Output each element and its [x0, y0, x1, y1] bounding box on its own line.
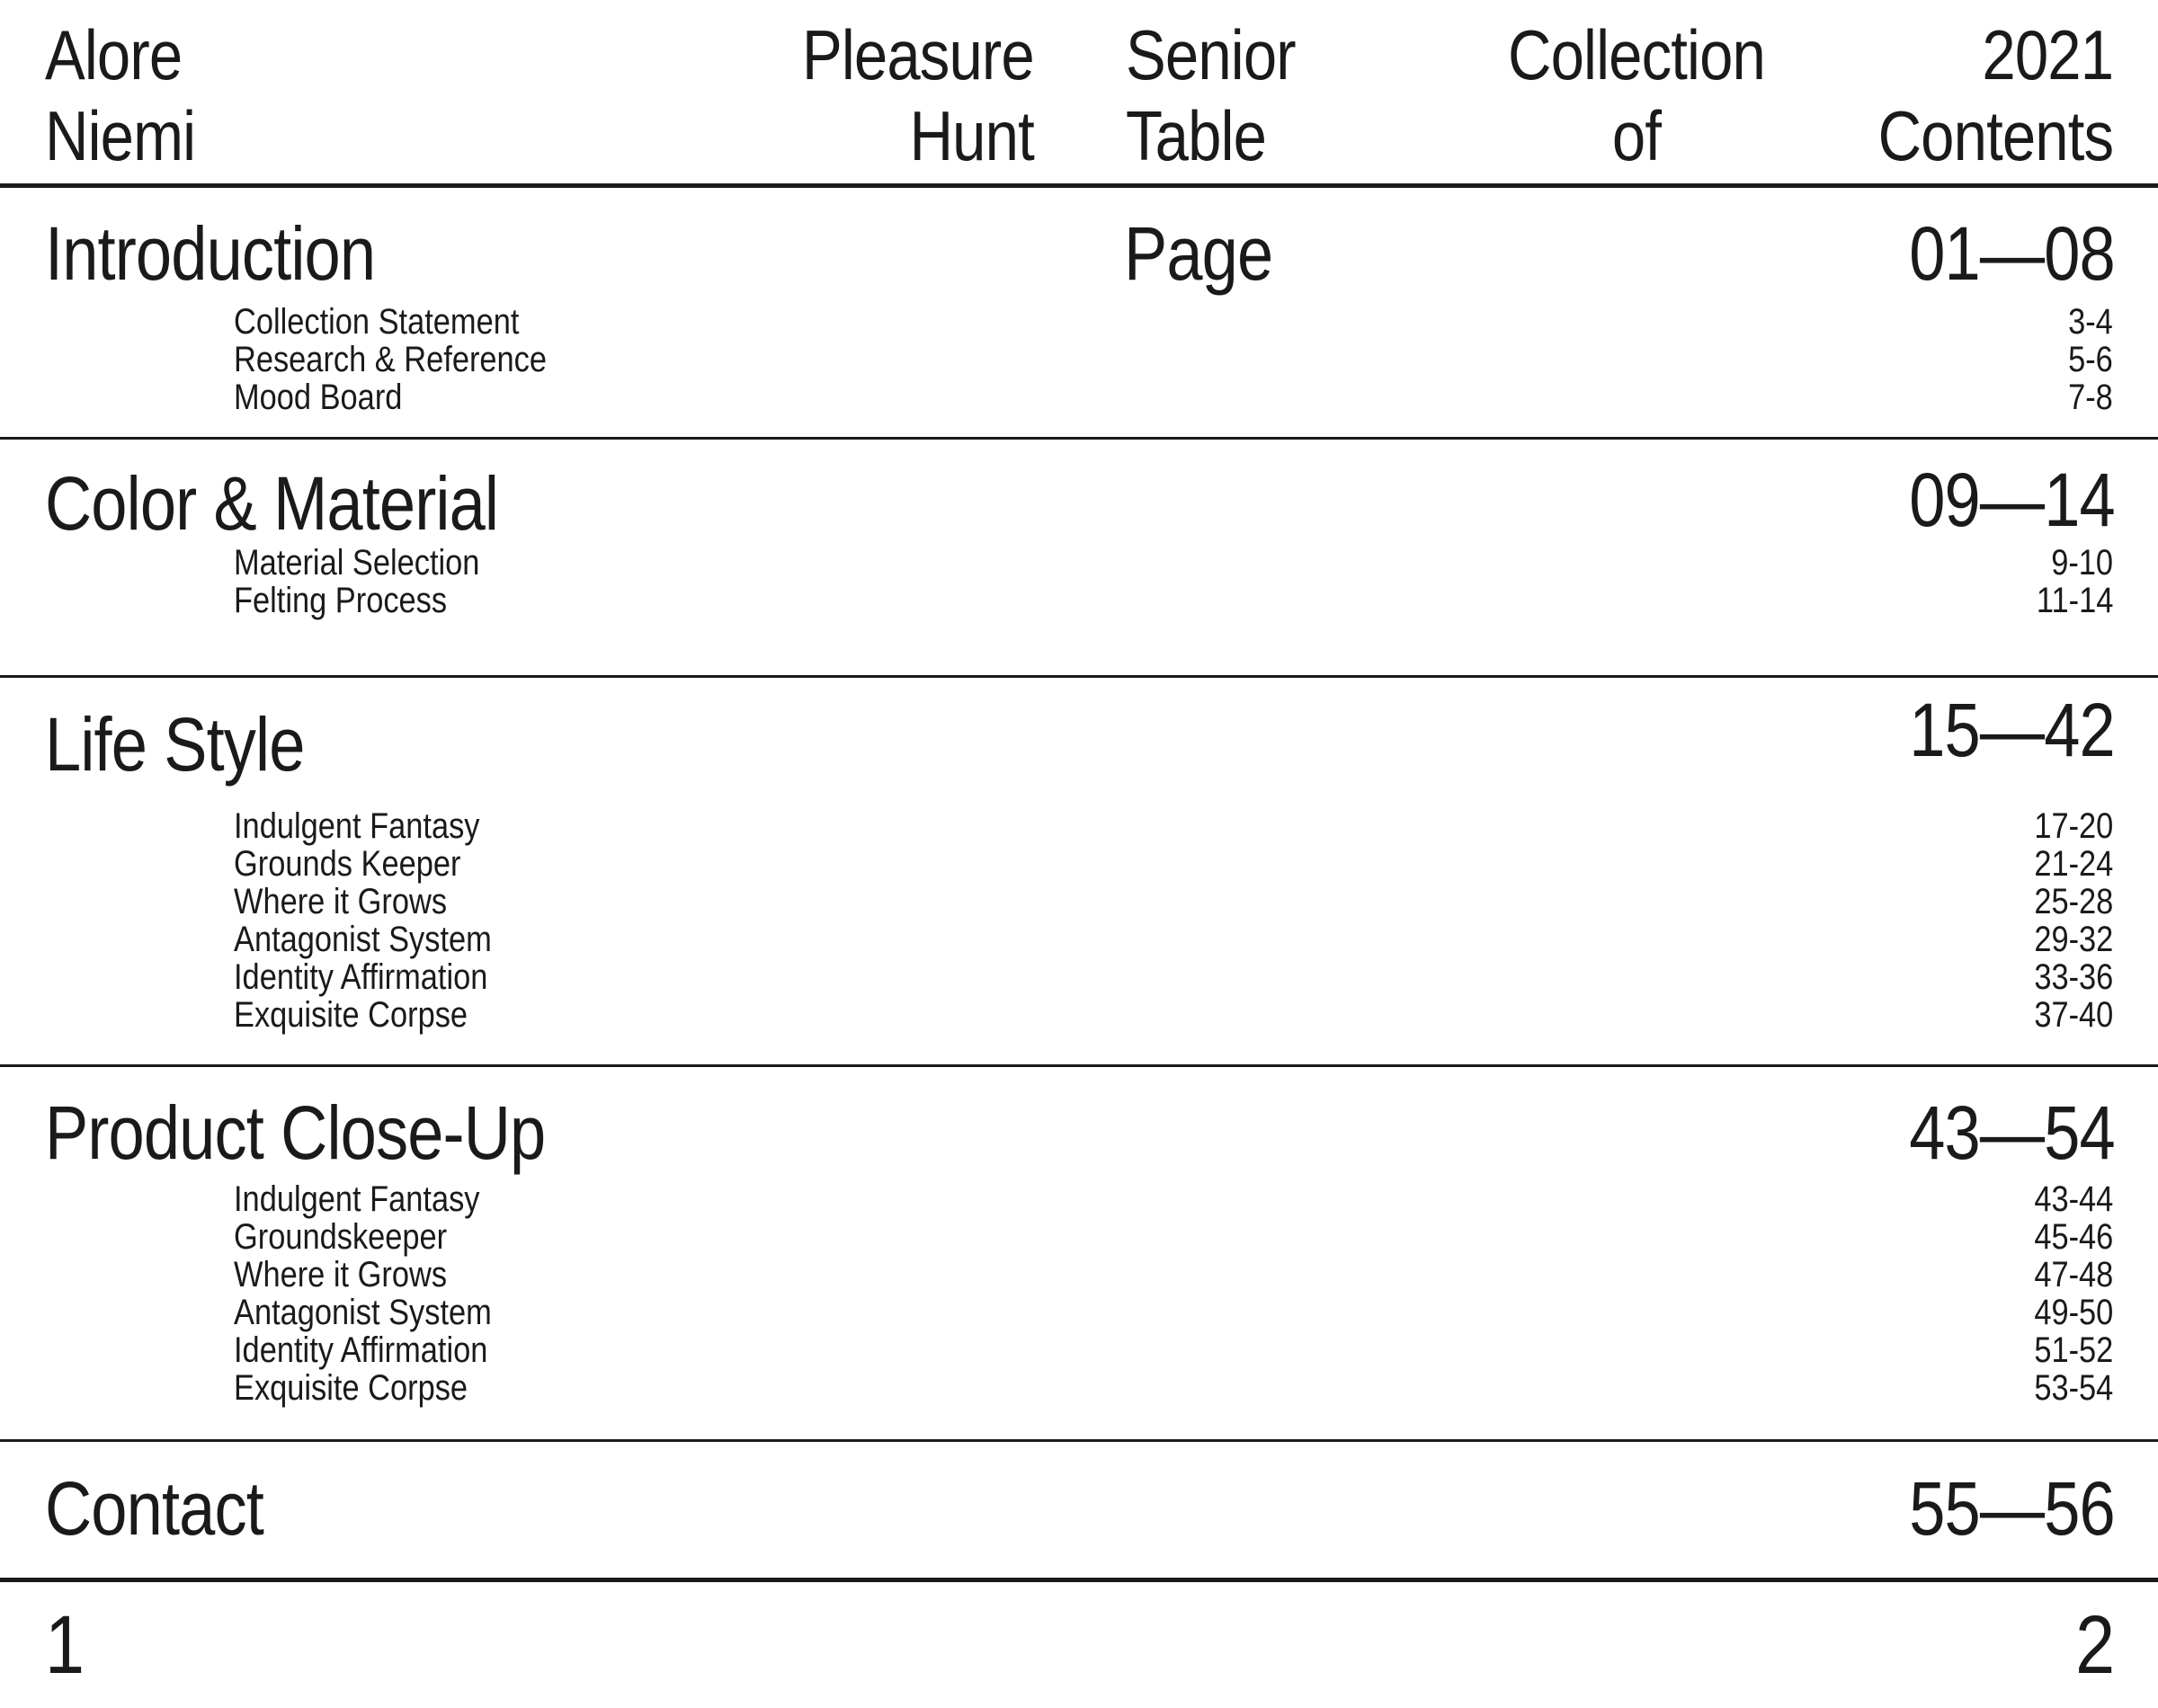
collection-title-line-1: Pleasure	[802, 15, 1034, 94]
author-first-name: Alore	[45, 15, 183, 94]
toc-entry-pages: 43-44	[2034, 1179, 2113, 1219]
toc-entry-label[interactable]: Indulgent Fantasy	[234, 806, 480, 846]
section-page-range: 15—42	[1909, 688, 2115, 772]
toc-entry-pages: 29-32	[2034, 920, 2113, 959]
toc-entry-label[interactable]: Exquisite Corpse	[234, 995, 468, 1035]
footer-divider	[0, 1578, 2158, 1582]
toc-entry-pages: 33-36	[2034, 957, 2113, 997]
toc-entry-label[interactable]: Mood Board	[234, 378, 403, 417]
section-title[interactable]: Color & Material	[45, 461, 499, 546]
toc-entry-pages: 47-48	[2034, 1255, 2113, 1294]
toc-entry-pages: 45-46	[2034, 1217, 2113, 1257]
toc-entry-pages: 25-28	[2034, 882, 2113, 921]
toc-entry-pages: 51-52	[2034, 1330, 2113, 1370]
toc-entry-pages: 17-20	[2034, 806, 2113, 846]
toc-entry-pages: 21-24	[2034, 844, 2113, 884]
section-divider	[0, 675, 2158, 678]
toc-entry-pages: 49-50	[2034, 1293, 2113, 1332]
contents-label: Contents	[1877, 96, 2113, 175]
toc-entry-label[interactable]: Identity Affirmation	[234, 1330, 488, 1370]
year-contents-heading	[1877, 14, 2113, 176]
section-page-range: 01—08	[1909, 211, 2115, 296]
section-divider	[0, 1064, 2158, 1067]
author-last-name: Niemi	[45, 96, 196, 175]
left-page-number: 1	[45, 1599, 85, 1691]
toc-entry-pages: 7-8	[2068, 378, 2113, 417]
section-divider	[0, 437, 2158, 440]
of-label: of	[1611, 96, 1662, 175]
toc-entry-label[interactable]: Exquisite Corpse	[234, 1368, 468, 1408]
section-page-range: 55—56	[1909, 1466, 2115, 1551]
collection-label: Collection	[1508, 15, 1765, 94]
toc-entry-pages: 11-14	[2036, 581, 2113, 620]
section-page-range: 43—54	[1909, 1090, 2115, 1175]
toc-entry-label[interactable]: Antagonist System	[234, 1293, 492, 1332]
toc-entry-label[interactable]: Felting Process	[234, 581, 448, 620]
author-name	[45, 14, 195, 176]
collection-title	[802, 14, 1034, 176]
section-title[interactable]: Product Close-Up	[45, 1090, 546, 1175]
section-title[interactable]: Life Style	[45, 702, 305, 787]
page-column-label: Page	[1124, 211, 1273, 296]
section-title[interactable]: Contact	[45, 1466, 263, 1551]
toc-entry-label[interactable]: Antagonist System	[234, 920, 492, 959]
section-divider	[0, 1439, 2158, 1442]
toc-entry-label[interactable]: Indulgent Fantasy	[234, 1179, 480, 1219]
toc-entry-pages: 9-10	[2051, 543, 2113, 583]
toc-entry-pages: 53-54	[2034, 1368, 2113, 1408]
senior-table-heading	[1126, 14, 1296, 176]
senior-label: Senior	[1126, 15, 1296, 94]
year-label: 2021	[1982, 15, 2113, 94]
toc-entry-label[interactable]: Collection Statement	[234, 302, 520, 342]
toc-entry-label[interactable]: Groundskeeper	[234, 1217, 448, 1257]
toc-entry-pages: 37-40	[2034, 995, 2113, 1035]
collection-title-line-2: Hunt	[909, 96, 1034, 175]
table-label: Table	[1126, 96, 1267, 175]
toc-entry-label[interactable]: Material Selection	[234, 543, 480, 583]
toc-entry-label[interactable]: Research & Reference	[234, 340, 548, 379]
toc-entry-label[interactable]: Where it Grows	[234, 1255, 448, 1294]
section-title[interactable]: Introduction	[45, 211, 376, 296]
toc-entry-pages: 5-6	[2068, 340, 2113, 379]
toc-entry-label[interactable]: Where it Grows	[234, 882, 448, 921]
toc-entry-label[interactable]: Identity Affirmation	[234, 957, 488, 997]
collection-of-heading	[1482, 14, 1791, 176]
header-divider	[0, 183, 2158, 188]
toc-entry-pages: 3-4	[2068, 302, 2113, 342]
toc-entry-label[interactable]: Grounds Keeper	[234, 844, 461, 884]
right-page-number: 2	[2074, 1599, 2115, 1691]
section-page-range: 09—14	[1909, 458, 2115, 542]
